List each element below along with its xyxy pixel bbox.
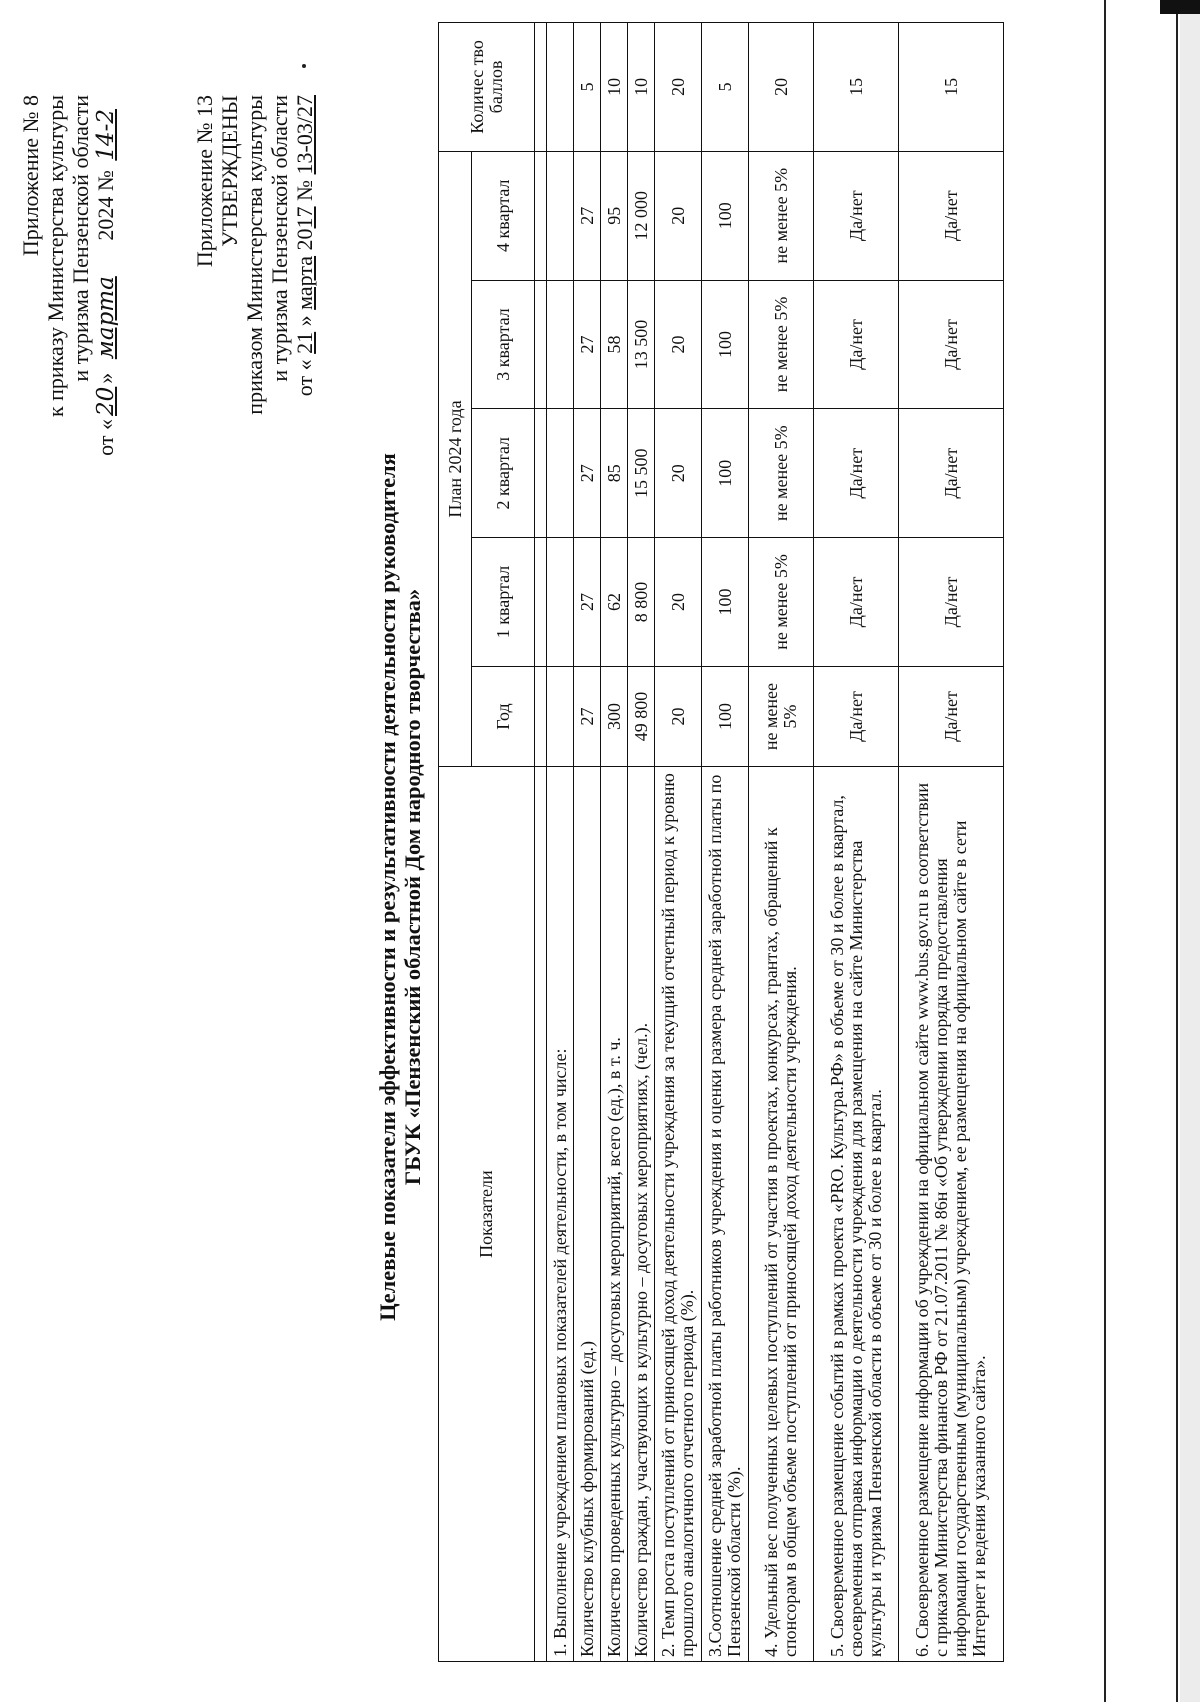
q3-cell: 27 (574, 280, 601, 409)
year-cell: 49 800 (628, 666, 655, 766)
document-title-line-1: Целевые показатели эффективности и результативности деятельности руководителя (375, 453, 400, 1321)
column-header-plan: План 2024 года (439, 151, 472, 766)
q1-cell: 20 (655, 538, 702, 667)
q3-cell: Да/нет (814, 280, 899, 409)
scan-edge-line (1104, 0, 1106, 1702)
column-header-year: Год (472, 666, 535, 766)
q1-cell: не менее 5% (749, 538, 814, 667)
appendix-8-line: к приказу Министерства культуры (43, 95, 68, 418)
q4-cell: 20 (655, 151, 702, 280)
handwritten-month: марта (93, 276, 119, 360)
table-row (814, 23, 899, 1662)
q2-cell: 27 (574, 409, 601, 538)
year-cell: не менее 5% (749, 666, 814, 766)
score-cell: 20 (749, 23, 814, 152)
column-header-score: Количес тво баллов (439, 23, 535, 152)
q4-cell: Да/нет (899, 151, 1004, 280)
scan-corner-shadow (1160, 0, 1200, 14)
q1-cell: Да/нет (899, 538, 1004, 667)
q1-cell: 8 800 (628, 538, 655, 667)
appendix-8-header (18, 95, 119, 456)
indicator-cell: 2. Темп роста поступлений от приносящей доход деятельности учреждения за текущий отчетный период к уровню прошлого аналогичного отчетного периода (%). (655, 767, 702, 1662)
year-cell: 27 (574, 666, 601, 766)
column-header-indicators: Показатели (439, 767, 535, 1662)
q1-cell (547, 538, 574, 667)
table-header-row (439, 23, 472, 1662)
q4-cell: 27 (574, 151, 601, 280)
year-cell: Да/нет (899, 666, 1004, 766)
year-cell: 300 (601, 666, 628, 766)
scan-edge-right (1176, 0, 1178, 1702)
score-cell: 5 (702, 23, 749, 152)
table-row (702, 23, 749, 1662)
appendix-13-title: Приложение № 13 (192, 95, 217, 268)
q2-cell: Да/нет (899, 409, 1004, 538)
q2-cell: 100 (702, 409, 749, 538)
indicator-cell: Количество граждан, участвующих в культурно – досуговых мероприятиях, (чел.). (628, 767, 655, 1662)
q1-cell: 27 (574, 538, 601, 667)
year-cell (547, 666, 574, 766)
q2-cell (547, 409, 574, 538)
score-cell (547, 23, 574, 152)
year-cell: 20 (655, 666, 702, 766)
appendix-13-line: и туризма Пензенской области (267, 95, 292, 382)
table-row (547, 23, 574, 1662)
q4-cell: не менее 5% (749, 151, 814, 280)
q4-cell: 95 (601, 151, 628, 280)
score-cell: 15 (814, 23, 899, 152)
table-row (574, 23, 601, 1662)
score-cell: 10 (601, 23, 628, 152)
appendix-8-title: Приложение № 8 (18, 95, 43, 257)
indicator-cell: 6. Своевременное размещение информации об учреждении на официальном сайте www.bus.gov.ru в соответствии с приказом Министерства финансов РФ от 21.07.2011 № 86н «Об утверждении порядка предоставления информации государственным (муниципальным) учреждением, ее размещения на официальном сайте в сети Интернет и ведения указанного сайта». (899, 767, 1004, 1662)
handwritten-day: 20 (93, 386, 119, 416)
indicator-cell: 3.Соотношение средней заработной платы работников учреждения и оценки размера средней заработной платы по Пензенской области (%). (702, 767, 749, 1662)
q3-cell: 100 (702, 280, 749, 409)
table-spacer-row (535, 23, 547, 1662)
table-row (655, 23, 702, 1662)
indicator-cell: Количество проведенных культурно – досуговых мероприятий, всего (ед.), в т. ч. (601, 767, 628, 1662)
document-title (375, 222, 425, 1552)
q4-cell: Да/нет (814, 151, 899, 280)
q1-cell: 100 (702, 538, 749, 667)
indicator-cell: 5. Своевременное размещение событий в рамках проекта «PRO. Культура.РФ» в объеме от 30 и более в квартал, своевременная отправка информации о деятельности учреждения для размещения на сайте Министерства культуры и туризма Пензенской области в объеме от 30 и более в квартал. (814, 767, 899, 1662)
column-header-q2: 2 квартал (472, 409, 535, 538)
year-cell: 100 (702, 666, 749, 766)
q4-cell: 100 (702, 151, 749, 280)
table-row (899, 23, 1004, 1662)
indicator-cell: 1. Выполнение учреждением плановых показателей деятельности, в том числе: (547, 767, 574, 1662)
indicator-cell: Количество клубных формирований (ед.) (574, 767, 601, 1662)
year-cell: Да/нет (814, 666, 899, 766)
approved-label: УТВЕРЖДЕНЫ (217, 95, 242, 247)
q4-cell: 12 000 (628, 151, 655, 280)
column-header-q3: 3 квартал (472, 280, 535, 409)
q4-cell (547, 151, 574, 280)
column-header-q4: 4 квартал (472, 151, 535, 280)
score-cell: 15 (899, 23, 1004, 152)
q3-cell: 58 (601, 280, 628, 409)
q3-cell: 13 500 (628, 280, 655, 409)
indicators-table (438, 22, 1004, 1662)
q3-cell: Да/нет (899, 280, 1004, 409)
table-row (749, 23, 814, 1662)
q3-cell: не менее 5% (749, 280, 814, 409)
q1-cell: Да/нет (814, 538, 899, 667)
table-row (628, 23, 655, 1662)
appendix-8-line: и туризма Пензенской области (68, 95, 93, 382)
q1-cell: 62 (601, 538, 628, 667)
q3-cell: 20 (655, 280, 702, 409)
q2-cell: 20 (655, 409, 702, 538)
q2-cell: Да/нет (814, 409, 899, 538)
appendix-8-date: от «20» марта 2024 № 14-2 (93, 95, 119, 456)
score-cell: 10 (628, 23, 655, 152)
scan-speck (302, 64, 306, 68)
q3-cell (547, 280, 574, 409)
appendix-13-line: приказом Министерства культуры (242, 95, 267, 415)
table-row (601, 23, 628, 1662)
scan-edge-shadow (1180, 0, 1200, 1702)
document-title-line-2: ГБУК «Пензенский областной Дом народного творчества» (400, 588, 425, 1186)
q2-cell: не менее 5% (749, 409, 814, 538)
indicator-cell: 4. Удельный вес полученных целевых поступлений от участия в проектах, конкурсах, грантах, обращений к спонсорам в общем объеме поступлений от приносящей доход деятельности учреждения. (749, 767, 814, 1662)
appendix-13-date: от « 21 » марта 2017 № 13-03/27 (292, 95, 317, 397)
score-cell: 20 (655, 23, 702, 152)
q2-cell: 85 (601, 409, 628, 538)
appendix-13-header (192, 95, 317, 415)
column-header-q1: 1 квартал (472, 538, 535, 667)
score-cell: 5 (574, 23, 601, 152)
handwritten-number: 14-2 (93, 109, 119, 161)
q2-cell: 15 500 (628, 409, 655, 538)
